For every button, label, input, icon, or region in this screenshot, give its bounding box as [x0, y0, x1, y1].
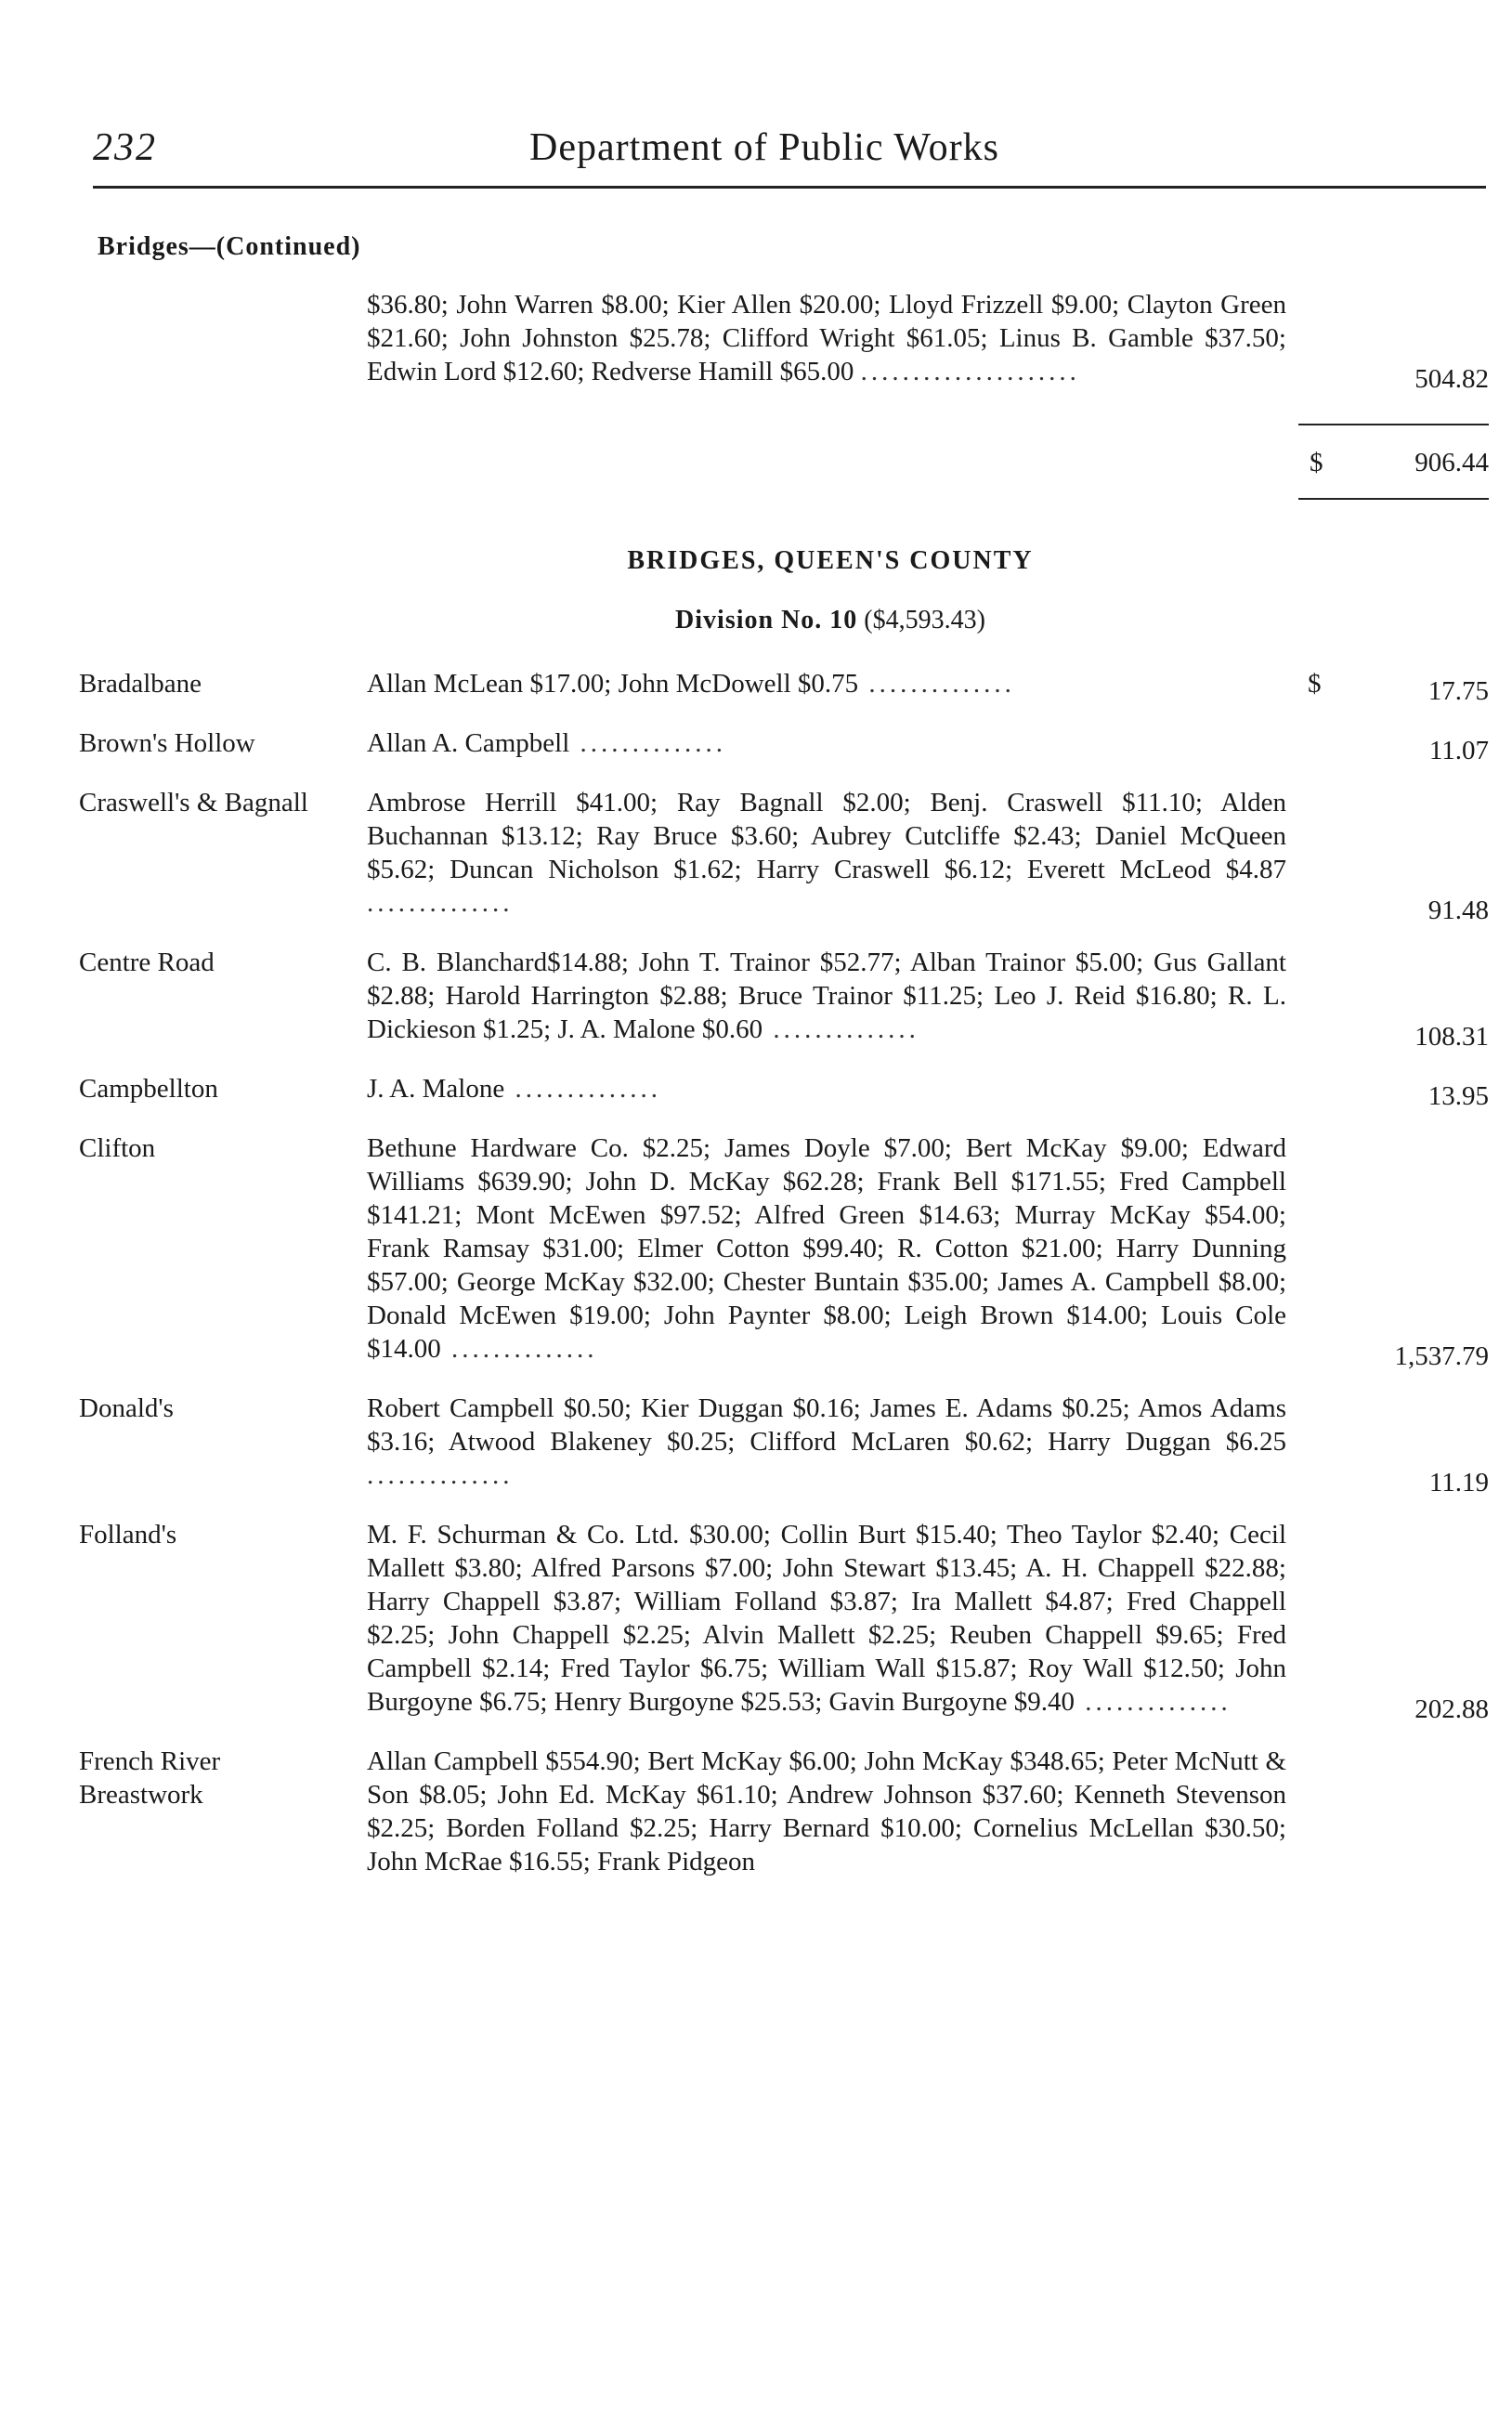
- entry-text: [367, 1518, 1286, 1719]
- total-rule-top: [1298, 424, 1489, 425]
- page-number: 232: [93, 126, 157, 169]
- division-label: Division No. 10: [675, 606, 858, 634]
- leader-dots: ..............: [569, 728, 727, 758]
- ledger-entry: [0, 1072, 1512, 1111]
- entry-location-name: French River Breastwork: [79, 1746, 221, 1810]
- leader-dots: ..............: [858, 669, 1015, 699]
- ledger-entry: [0, 786, 1512, 925]
- leader-dots: ..............: [763, 1014, 919, 1044]
- entry-location-name: Folland's: [79, 1520, 177, 1549]
- entry-payees: Allan A. Campbell: [367, 728, 570, 758]
- division-amount: ($4,593.43): [864, 606, 985, 634]
- entry-payees: Ambrose Herrill $41.00; Ray Bagnall $2.00; Benj. Craswell $11.10; Alden Buchannan $13.12; Ray Bruce $3.60; Aubrey Cutcliffe $2.43; Daniel McQueen $5.62; Duncan Nicholson $1.62; Harry Craswell $6.12; Everett McLeod $4.87: [367, 788, 1286, 884]
- entry-location-name: Centre Road: [79, 948, 215, 977]
- entry-payees: J. A. Malone: [367, 1074, 505, 1104]
- entry-text: [367, 786, 1286, 920]
- entry-text: [367, 667, 1286, 700]
- leader-dots: ..............: [367, 1460, 514, 1490]
- ledger-entry: [0, 667, 1512, 706]
- entry-list: [0, 667, 1512, 1878]
- leader-dots: .....................: [860, 357, 1080, 386]
- continued-entry: [0, 288, 1512, 394]
- entry-payees: C. B. Blanchard$14.88; John T. Trainor $52.77; Alban Trainor $5.00; Gus Gallant $2.88; Harold Harrington $2.88; Bruce Trainor $11.25; Leo J. Reid $16.80; R. L. Dickieson $1.25; J. A. Malone $0.60: [367, 948, 1286, 1044]
- entry-payees: M. F. Schurman & Co. Ltd. $30.00; Collin Burt $15.40; Theo Taylor $2.40; Cecil Mallett $3.80; Alfred Parsons $7.00; John Stewart $13.45; A. H. Chappell $22.88; Harry Chappell $3.87; William Folland $3.87; Ira Mallett $4.87; Fred Chappell $2.25; John Chappell $2.25; Alvin Mallett $2.25; Reuben Chappell $9.65; Fred Campbell $2.14; Fred Taylor $6.75; William Wall $15.87; Roy Wall $12.50; John Burgoyne $6.75; Henry Burgoyne $25.53; Gavin Burgoyne $9.40: [367, 1520, 1286, 1717]
- entry-payees: Bethune Hardware Co. $2.25; James Doyle $7.00; Bert McKay $9.00; Edward Williams $639.90; John D. McKay $62.28; Frank Bell $171.55; Fred Campbell $141.21; Mont McEwen $97.52; Alfred Green $14.63; Murray McKay $54.00; Frank Ramsay $31.00; Elmer Cotton $99.40; R. Cotton $21.00; Harry Dunning $57.00; George McKay $32.00; Chester Buntain $35.00; James A. Campbell $8.00; Donald McEwen $19.00; John Paynter $8.00; Leigh Brown $14.00; Louis Cole $14.00: [367, 1133, 1286, 1364]
- total-value: 906.44: [1414, 448, 1489, 477]
- ledger-entry: [0, 1392, 1512, 1497]
- entry-amount: 11.19: [1428, 1468, 1489, 1497]
- entry-text: [367, 1131, 1286, 1366]
- leader-dots: ..............: [504, 1074, 661, 1104]
- entry-payees: Allan McLean $17.00; John McDowell $0.75: [367, 669, 859, 699]
- total-line: [0, 414, 1512, 507]
- running-title: Department of Public Works: [529, 126, 999, 169]
- section-title: BRIDGES, QUEEN'S COUNTY: [627, 546, 1034, 575]
- continued-heading: Bridges—(Continued): [98, 232, 361, 261]
- ledger-entry: [0, 946, 1512, 1052]
- division-heading: [149, 604, 1512, 637]
- entry-amount: 202.88: [1414, 1694, 1489, 1724]
- entry-amount: 504.82: [1414, 364, 1489, 394]
- entry-location-name: Bradalbane: [79, 669, 202, 699]
- entry-amount: 13.95: [1427, 1081, 1489, 1111]
- header-rule: [93, 186, 1486, 189]
- ledger-entry: [0, 1518, 1512, 1724]
- entry-location-name: Craswell's & Bagnall: [79, 788, 308, 817]
- entry-amount: 1,537.79: [1394, 1341, 1489, 1371]
- leader-dots: ..............: [367, 888, 514, 918]
- entry-currency: $: [1308, 669, 1322, 699]
- ledger-entry: [0, 1131, 1512, 1371]
- entry-payees: Allan Campbell $554.90; Bert McKay $6.00; John McKay $348.65; Peter McNutt & Son $8.05; John Ed. McKay $61.10; Andrew Johnson $37.60; Kenneth Stevenson $2.25; Borden Folland $2.25; Harry Bernard $10.00; Cornelius McLellan $30.50; John McRae $16.55; Frank Pidgeon: [367, 1746, 1286, 1876]
- entry-text: [367, 726, 1286, 760]
- entry-amount: 108.31: [1414, 1022, 1489, 1052]
- ledger-entry: [0, 726, 1512, 765]
- entry-amount: 91.48: [1427, 896, 1489, 925]
- entry-amount: 11.07: [1428, 736, 1489, 765]
- page-header: [93, 125, 1486, 181]
- entry-location-name: Brown's Hollow: [79, 728, 255, 758]
- leader-dots: ..............: [440, 1334, 598, 1364]
- entry-text: $36.80; John Warren $8.00; Kier Allen $20.00; Lloyd Frizzell $9.00; Clayton Green $21.60; John Johnston $25.78; Clifford Wright $61.05; Linus B. Gamble $37.50; Edwin Lord $12.60; Redverse Hamill $65.00 .....................: [367, 290, 1286, 386]
- entry-text: [367, 946, 1286, 1046]
- entry-text: [367, 1745, 1286, 1878]
- entry-text: [367, 1072, 1286, 1105]
- leader-dots: ..............: [1075, 1687, 1232, 1717]
- entry-location-name: Donald's: [79, 1393, 174, 1423]
- entry-amount: 17.75: [1427, 676, 1489, 706]
- document-body: [0, 288, 1512, 1904]
- ledger-entry: [0, 1745, 1512, 1878]
- total-rule-bottom: [1298, 498, 1489, 500]
- entry-text: [367, 1392, 1286, 1492]
- total-currency: $: [1310, 448, 1323, 477]
- entry-payees: Robert Campbell $0.50; Kier Duggan $0.16; James E. Adams $0.25; Amos Adams $3.16; Atwood Blakeney $0.25; Clifford McLaren $0.62; Harry Duggan $6.25: [367, 1393, 1286, 1457]
- entry-location-name: Campbellton: [79, 1074, 218, 1104]
- entry-location-name: Clifton: [79, 1133, 156, 1163]
